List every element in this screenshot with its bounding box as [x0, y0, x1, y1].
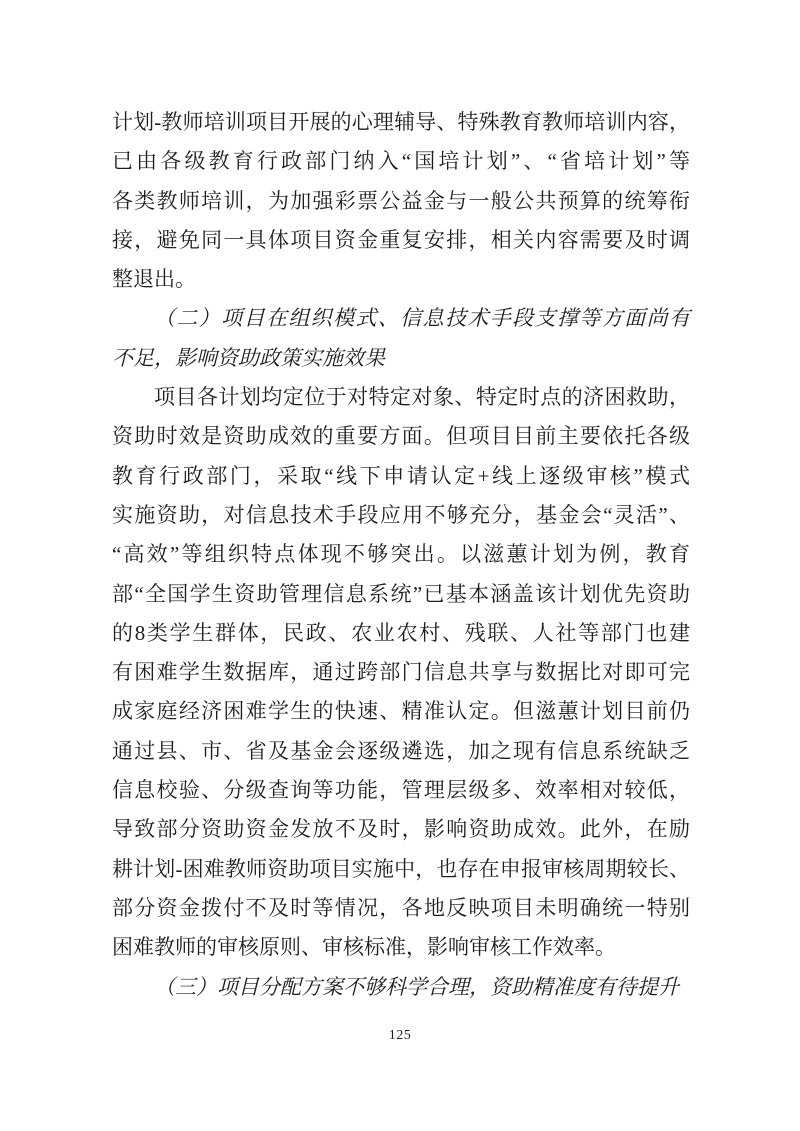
text-line: “高效”等组织特点体现不够突出。以滋蕙计划为例，教育: [112, 542, 690, 567]
text-line: 困难教师的审核原则、审核标准，影响审核工作效率。: [112, 935, 616, 960]
text-line: 整退出。: [112, 267, 196, 292]
text-line: 资助时效是资助成效的重要方面。但项目目前主要依托各级: [112, 424, 690, 449]
text-line: 部“全国学生资助管理信息系统”已基本涵盖该计划优先资助: [112, 581, 690, 606]
text-line: 成家庭经济困难学生的快速、精准认定。但滋蕙计划目前仍: [112, 699, 690, 724]
text-line: 项目各计划均定位于对特定对象、特定时点的济困救助，: [154, 385, 690, 410]
text-line: 已由各级教育行政部门纳入“国培计划”、“省培计划”等: [112, 149, 690, 174]
section-heading-line: （二）项目在组织模式、信息技术手段支撑等方面尚有: [154, 306, 690, 331]
page-number: 125: [388, 1028, 412, 1043]
text-line: 有困难学生数据库，通过跨部门信息共享与数据比对即可完: [112, 660, 690, 685]
section-heading-line: 不足，影响资助政策实施效果: [112, 345, 385, 370]
text-line: 通过县、市、省及基金会逐级遴选，加之现有信息系统缺乏: [112, 738, 690, 763]
text-line: 教育行政部门，采取“线下申请认定+线上逐级审核”模式: [112, 463, 690, 488]
document-text-block: [112, 103, 690, 1007]
text-line: 接，避免同一具体项目资金重复安排，相关内容需要及时调: [112, 227, 690, 252]
text-line: 导致部分资助资金发放不及时，影响资助成效。此外，在励: [112, 817, 690, 842]
text-line: 实施资助，对信息技术手段应用不够充分，基金会“灵活”、: [112, 502, 690, 527]
text-line: 部分资金拨付不及时等情况，各地反映项目未明确统一特别: [112, 895, 690, 920]
text-line: 耕计划-困难教师资助项目实施中，也存在申报审核周期较长、: [112, 856, 690, 881]
text-line: 各类教师培训，为加强彩票公益金与一般公共预算的统筹衔: [112, 188, 690, 213]
section-heading-line: （三）项目分配方案不够科学合理，资助精准度有待提升: [154, 974, 679, 999]
text-line: 的8类学生群体，民政、农业农村、残联、人社等部门也建: [112, 620, 690, 645]
text-line: 计划-教师培训项目开展的心理辅导、特殊教育教师培训内容，: [112, 110, 690, 134]
text-line: 信息校验、分级查询等功能，管理层级多、效率相对较低，: [112, 778, 690, 803]
